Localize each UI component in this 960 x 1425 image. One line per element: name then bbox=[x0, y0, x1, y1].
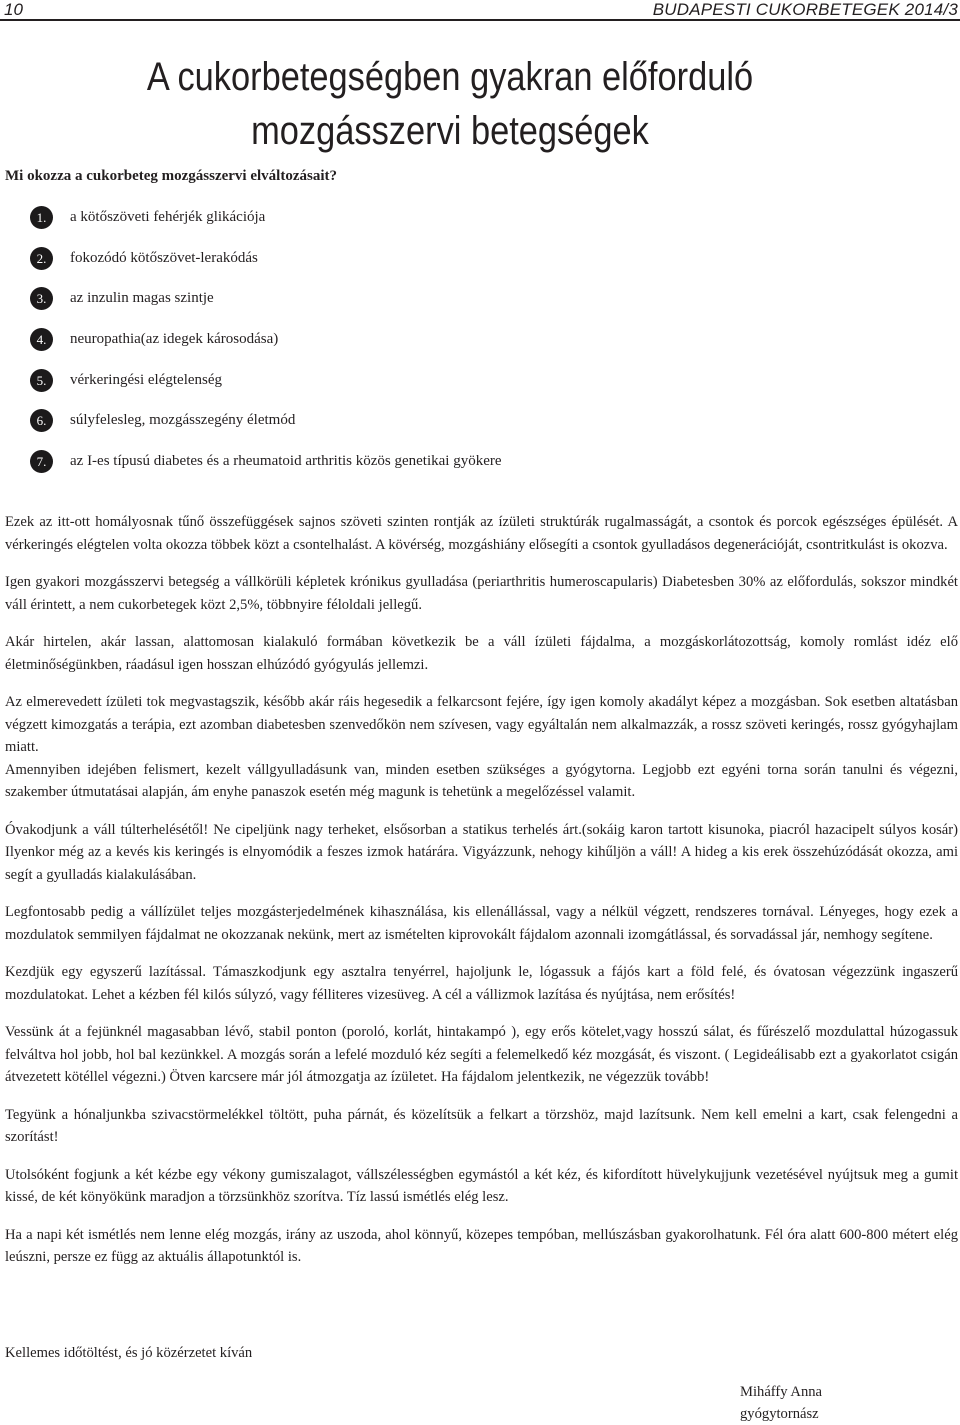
body-paragraph: Amennyiben idejében felismert, kezelt vállgyulladásunk van, minden esetben szükséges a gyógytorna. Legjobb ezt egyéni torna során tanulni és végezni, szakember útmutatásai alapján, ám enyhe panaszok esetén még magunk is tehetünk a megelőzéssel valamit. bbox=[5, 761, 958, 800]
cause-item bbox=[0, 444, 960, 485]
cause-number-badge: 3. bbox=[30, 287, 53, 310]
cause-text: vérkeringési elégtelenség bbox=[70, 371, 223, 388]
cause-item bbox=[0, 403, 960, 444]
cause-number-badge: 5. bbox=[30, 369, 53, 392]
author-role: gyógytornász bbox=[740, 1406, 819, 1422]
cause-number-badge: 6. bbox=[30, 409, 53, 432]
body-paragraph: Az elmerevedett ízületi tok megvastagszik, később akár ráis hegesedik a felkarcsont fejére, így igen komoly akadályt képez a mozgásban. Sok esetben altatásban végzett kimozgatás a terápia, ezt azomban diabetesben szenvedőkön nem szívesen, vagy egyáltalán nem alkalmazzák, a rossz szöveti keringés, rossz gyógyhajlam miatt. bbox=[5, 694, 958, 755]
cause-text: a kötőszöveti fehérjék glikációja bbox=[70, 209, 266, 225]
author-name: Miháffy Anna bbox=[740, 1384, 823, 1400]
cause-text: fokozódó kötőszövet-lerakódás bbox=[70, 249, 258, 266]
article-body bbox=[5, 511, 958, 1269]
body-paragraph: Legfontosabb pedig a vállízület teljes mozgásterjedelmének kihasználása, kis ellenállással, vagy a nélkül végzett, rendszeres tornával. Lényeges, hogy ezek a mozdulatok semmilyen fájdalmat ne okozzanak nekünk, mert az ismételten kiprovokált fájdalom azonnali izomgátlással, és sorvadással jár, nemhogy segítene. bbox=[5, 904, 958, 943]
article-title-line-1: A cukorbetegségben gyakran előforduló bbox=[146, 55, 754, 99]
cause-number-badge: 7. bbox=[30, 450, 53, 473]
body-paragraph: Ezek az itt-ott homályosnak tűnő összefüggések sajnos szöveti szinten rontják az ízületi struktúrák rugalmasságát, a csontok és porcok egészséges épülését. A vérkeringés elégtelen volta okozza többek közt a csontelhalást. A kövérség, mozgáshiány elősegíti a csontok gyulladásos degenerációját, csontritkulást is okozva. bbox=[5, 514, 958, 553]
section-question: Mi okozza a cukorbeteg mozgásszervi elváltozásait? bbox=[5, 168, 337, 184]
page-number: 10 bbox=[4, 0, 23, 19]
cause-text: súlyfelesleg, mozgásszegény életmód bbox=[70, 412, 296, 429]
cause-item bbox=[0, 241, 960, 282]
body-paragraph: Ha a napi két ismétlés nem lenne elég mozgás, irány az uszoda, ahol könnyű, közepes tempóban, mellúszásban gyakorolhatunk. Fél óra alatt 600-800 métert elég leúszni, persze ez függ az aktuális állapotunktól is. bbox=[5, 1226, 958, 1265]
body-paragraph: Óvakodjunk a váll túlterhelésétől! Ne cipeljünk nagy terheket, elsősorban a statikus terhelés árt.(sokáig karon tartott kisunoka, piacról hazacipelt súlyos kosár) Ilyenkor még az a kevés kis keringés is elnyomódik a feszes izmok határára. Vigyázzunk, nehogy kihűljön a váll! A hideg a kis erek összehúzódását okozza, ami segít a gyulladás kialakulásában. bbox=[5, 821, 958, 883]
cause-item bbox=[0, 322, 960, 363]
body-paragraph: Utolsóként fogjunk a két kézbe egy vékony gumiszalagot, vállszélességben egymástól a két kéz, és kifordított hüvelykujjunk vezetésével nyújtsuk meg a gumit kissé, de két könyökünk maradjon a törzsünkhöz szorítva. Tíz lassú ismétlés elég lesz. bbox=[5, 1166, 958, 1205]
article-title-line-2: mozgásszervi betegségek bbox=[251, 109, 649, 153]
body-paragraph: Kezdjük egy egyszerű lazítással. Támaszkodjunk egy asztalra tenyérrel, hajoljunk le, lógassuk a fájós kart a föld felé, és óvatosan végezzünk ingaszerű mozdulatokat. Lehet a kézben fél kilós súlyzó, vagy félliteres vizesüveg. A cél a vállizmok lazítása és nyújtása, nem erősítés! bbox=[5, 964, 958, 1003]
body-paragraph: Akár hirtelen, akár lassan, alattomosan kialakuló formában következik be a váll ízületi fájdalma, a mozgáskorlátozottság, komoly romlást idéz elő életminőségünkben, ráadásul igen hosszan elhúzódó gyógyulás jellemzi. bbox=[5, 634, 958, 673]
cause-text: neuropathia(az idegek károsodása) bbox=[70, 331, 279, 348]
cause-number-badge: 4. bbox=[30, 328, 53, 351]
cause-item bbox=[0, 281, 960, 322]
cause-text: az inzulin magas szintje bbox=[70, 290, 214, 307]
journal-title: BUDAPESTI CUKORBETEGEK 2014/3 bbox=[652, 0, 958, 19]
header-rule bbox=[0, 19, 960, 21]
article-title bbox=[115, 50, 786, 158]
cause-number-badge: 1. bbox=[30, 206, 53, 229]
cause-number-badge: 2. bbox=[30, 247, 53, 270]
causes-list bbox=[0, 200, 960, 485]
cause-item bbox=[0, 200, 960, 241]
cause-text: az I-es típusú diabetes és a rheumatoid arthritis közös genetikai gyökere bbox=[70, 453, 502, 470]
body-paragraph: Igen gyakori mozgásszervi betegség a vállkörüli képletek krónikus gyulladása (periarthritis humeroscapularis) Diabetesben 30% az előfordulás, sokszor mindkét váll érintett, a nem cukorbetegek közt 2,5%, többnyire féloldali jellegű. bbox=[5, 574, 958, 613]
cause-item bbox=[0, 363, 960, 404]
author-signature bbox=[740, 1381, 822, 1425]
page-header bbox=[0, 0, 960, 20]
closing-line: Kellemes időtöltést, és jó közérzetet kíván bbox=[5, 1345, 253, 1361]
body-paragraph: Vessünk át a fejünknél magasabban lévő, stabil ponton (poroló, korlát, hintakampó ), egy erős kötelet,vagy hosszú sálat, és fűrészelő mozdulattal húzogassuk felváltva hol jobb, hol bal kezünkkel. A mozgás során a lefelé mozduló kéz segíti a felemelkedő kéz mozgását, és viszont. ( Legideálisabb ezt a gyakorlatot csigán átvezetett kötéllel végezni.) Ötven karcsere már jól átmozgatja az ízületet. Ha fájdalom jelentkezik, ne végezzük tovább! bbox=[5, 1024, 958, 1085]
body-paragraph: Tegyünk a hónaljunkba szivacstörmelékkel töltött, puha párnát, és közelítsük a felkart a törzshöz, majd lazítsunk. Nem kell emelni a kart, csak felengedni a szorítást! bbox=[5, 1106, 958, 1145]
